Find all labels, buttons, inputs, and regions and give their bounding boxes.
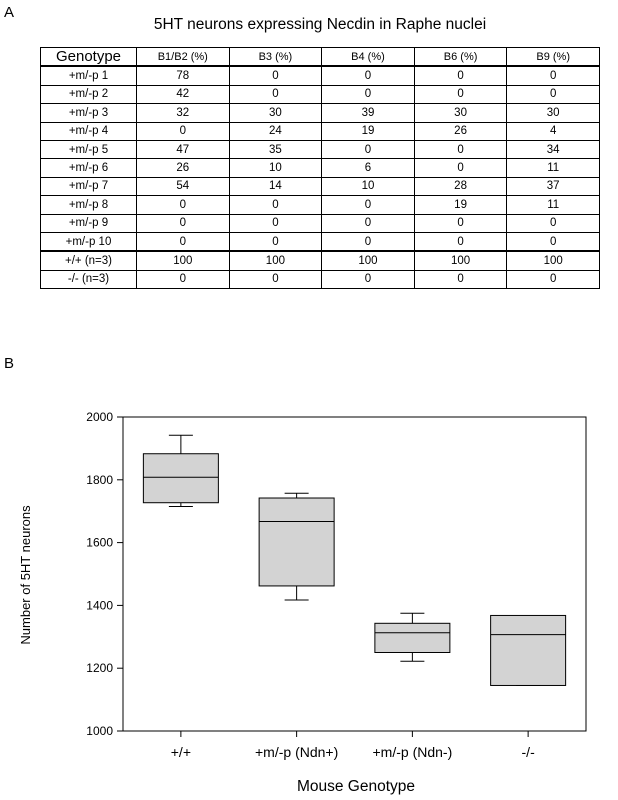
value-cell: 0 [414, 214, 507, 232]
value-cell: 100 [414, 251, 507, 270]
value-cell: 0 [137, 196, 230, 214]
value-cell: 24 [229, 122, 322, 140]
value-cell: 0 [414, 270, 507, 288]
iqr-box [259, 498, 334, 586]
value-cell: 0 [322, 270, 415, 288]
table-row [41, 177, 600, 195]
value-cell: 30 [414, 104, 507, 122]
table-row [41, 66, 600, 85]
value-cell: 0 [414, 140, 507, 158]
header-b3: B3 (%) [229, 48, 322, 67]
iqr-box [143, 454, 218, 503]
value-cell: 0 [137, 270, 230, 288]
value-cell: 42 [137, 85, 230, 103]
iqr-box [375, 623, 450, 652]
value-cell: 0 [229, 66, 322, 85]
header-b1-b2: B1/B2 (%) [137, 48, 230, 67]
value-cell: 100 [229, 251, 322, 270]
y-tick-label: 1400 [86, 598, 113, 613]
value-cell: 37 [507, 177, 600, 195]
value-cell: 19 [322, 122, 415, 140]
x-tick-label: +/+ [170, 744, 191, 760]
genotype-cell: +m/-p 10 [41, 232, 137, 251]
genotype-cell: +m/-p 9 [41, 214, 137, 232]
value-cell: 32 [137, 104, 230, 122]
header-genotype: Genotype [41, 48, 137, 67]
genotype-cell: +m/-p 5 [41, 140, 137, 158]
value-cell: 30 [507, 104, 600, 122]
y-axis-label: Number of 5HT neurons [18, 505, 33, 645]
value-cell: 10 [322, 177, 415, 195]
value-cell: 0 [507, 270, 600, 288]
value-cell: 0 [414, 85, 507, 103]
value-cell: 0 [322, 66, 415, 85]
value-cell: 0 [322, 196, 415, 214]
value-cell: 0 [229, 214, 322, 232]
x-axis [171, 731, 535, 760]
value-cell: 100 [507, 251, 600, 270]
panel-label-a: A [4, 4, 15, 21]
value-cell: 0 [414, 232, 507, 251]
y-tick-label: 1800 [86, 472, 113, 487]
value-cell: 6 [322, 159, 415, 177]
value-cell: 26 [137, 159, 230, 177]
x-tick-label: +m/-p (Ndn+) [255, 744, 339, 760]
header-b6: B6 (%) [414, 48, 507, 67]
table-row [41, 251, 600, 270]
box-plot [0, 370, 618, 800]
table-row [41, 104, 600, 122]
genotype-cell: +m/-p 3 [41, 104, 137, 122]
value-cell: 0 [322, 140, 415, 158]
value-cell: 0 [322, 232, 415, 251]
genotype-cell: +m/-p 7 [41, 177, 137, 195]
value-cell: 0 [137, 214, 230, 232]
table-row [41, 196, 600, 214]
value-cell: 0 [229, 270, 322, 288]
value-cell: 26 [414, 122, 507, 140]
value-cell: 0 [507, 85, 600, 103]
y-tick-label: 2000 [86, 410, 113, 424]
y-tick-label: 1000 [86, 724, 113, 738]
value-cell: 0 [414, 159, 507, 177]
table-row [41, 85, 600, 103]
table-row [41, 270, 600, 288]
boxes [143, 435, 565, 685]
box-4 [491, 615, 566, 685]
box-2 [259, 493, 334, 600]
value-cell: 0 [229, 85, 322, 103]
genotype-cell: +/+ (n=3) [41, 251, 137, 270]
box-3 [375, 613, 450, 661]
value-cell: 0 [507, 66, 600, 85]
value-cell: 0 [137, 122, 230, 140]
genotype-cell: +m/-p 2 [41, 85, 137, 103]
value-cell: 28 [414, 177, 507, 195]
header-b9: B9 (%) [507, 48, 600, 67]
value-cell: 0 [507, 214, 600, 232]
value-cell: 10 [229, 159, 322, 177]
value-cell: 100 [137, 251, 230, 270]
value-cell: 0 [229, 196, 322, 214]
x-axis-label: Mouse Genotype [296, 778, 416, 795]
value-cell: 78 [137, 66, 230, 85]
header-b4: B4 (%) [322, 48, 415, 67]
value-cell: 35 [229, 140, 322, 158]
genotype-cell: -/- (n=3) [41, 270, 137, 288]
table-row [41, 214, 600, 232]
box-1 [143, 435, 218, 506]
table-header-row [41, 48, 600, 67]
value-cell: 0 [414, 66, 507, 85]
value-cell: 19 [414, 196, 507, 214]
value-cell: 54 [137, 177, 230, 195]
table-row [41, 232, 600, 251]
table-row [41, 140, 600, 158]
value-cell: 14 [229, 177, 322, 195]
value-cell: 47 [137, 140, 230, 158]
necdin-table [40, 47, 600, 289]
table-title: 5HT neurons expressing Necdin in Raphe nuclei [153, 16, 487, 33]
panel-label-b: B [4, 355, 15, 372]
value-cell: 100 [322, 251, 415, 270]
genotype-cell: +m/-p 1 [41, 66, 137, 85]
value-cell: 30 [229, 104, 322, 122]
value-cell: 34 [507, 140, 600, 158]
iqr-box [491, 615, 566, 685]
table-row [41, 122, 600, 140]
value-cell: 4 [507, 122, 600, 140]
value-cell: 39 [322, 104, 415, 122]
value-cell: 0 [507, 232, 600, 251]
genotype-cell: +m/-p 4 [41, 122, 137, 140]
x-tick-label: +m/-p (Ndn-) [372, 744, 453, 760]
table-row [41, 159, 600, 177]
value-cell: 11 [507, 159, 600, 177]
y-tick-label: 1600 [86, 535, 113, 550]
value-cell: 0 [137, 232, 230, 251]
value-cell: 0 [322, 214, 415, 232]
genotype-cell: +m/-p 6 [41, 159, 137, 177]
x-tick-label: -/- [521, 744, 535, 760]
value-cell: 0 [229, 232, 322, 251]
value-cell: 0 [322, 85, 415, 103]
genotype-cell: +m/-p 8 [41, 196, 137, 214]
y-tick-label: 1200 [86, 661, 113, 676]
value-cell: 11 [507, 196, 600, 214]
y-axis [86, 410, 123, 738]
